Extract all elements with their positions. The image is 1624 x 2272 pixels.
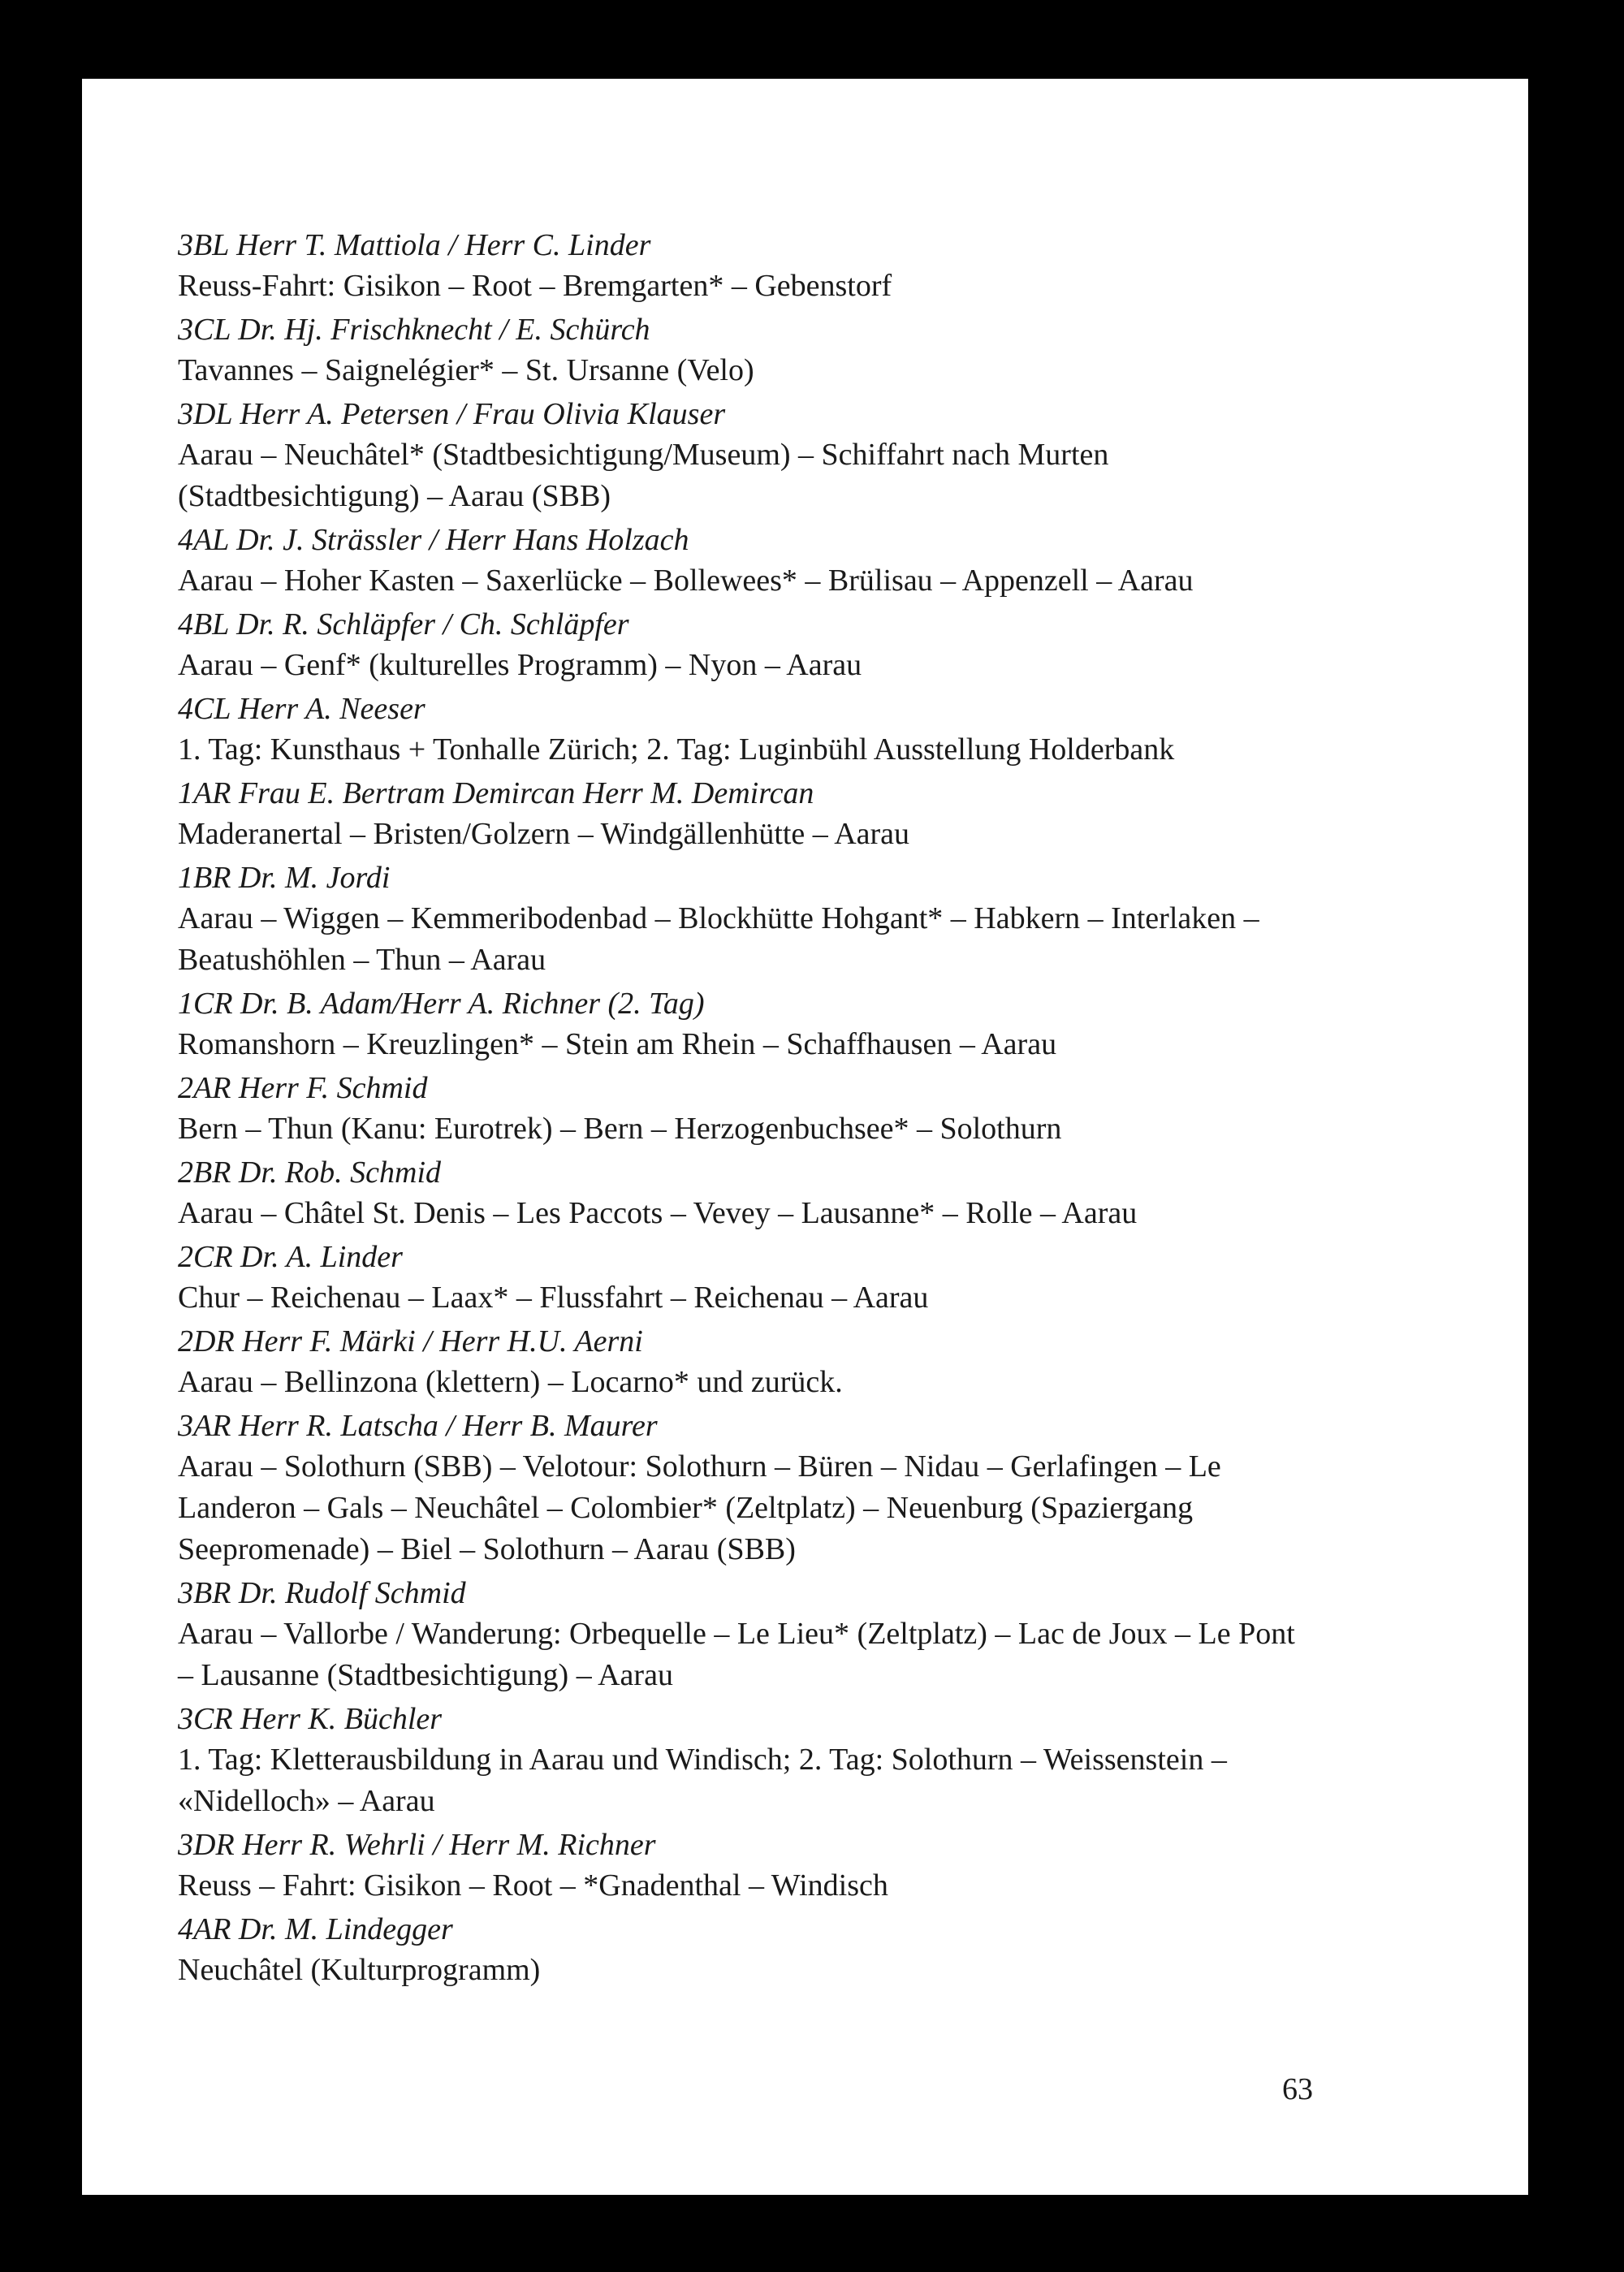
list-item bbox=[178, 1907, 1311, 1992]
document-page bbox=[82, 79, 1528, 2195]
page-number: 63 bbox=[1282, 2072, 1313, 2106]
list-item bbox=[178, 687, 1311, 771]
entry-heading: 3DR Herr R. Wehrli / Herr M. Richner bbox=[178, 1828, 656, 1862]
entry-route: Aarau – Genf* (kulturelles Programm) – Nyon – Aarau bbox=[178, 648, 862, 682]
entry-route: Aarau – Vallorbe / Wanderung: Orbequelle – Le Lieu* (Zeltplatz) – Lac de Joux – Le Pont – Lausanne (Stadtbesichtigung) – Aarau bbox=[178, 1617, 1295, 1692]
entry-heading: 3CR Herr K. Büchler bbox=[178, 1702, 443, 1736]
list-item bbox=[178, 1404, 1311, 1571]
list-item bbox=[178, 1571, 1311, 1697]
entry-route: Neuchâtel (Kulturprogramm) bbox=[178, 1953, 541, 1987]
entry-heading: 1BR Dr. M. Jordi bbox=[178, 861, 391, 895]
list-item bbox=[178, 856, 1311, 982]
entry-route: Maderanertal – Bristen/Golzern – Windgällenhütte – Aarau bbox=[178, 817, 910, 851]
entry-route: Aarau – Neuchâtel* (Stadtbesichtigung/Museum) – Schiffahrt nach Murten (Stadtbesichtigung) – Aarau (SBB) bbox=[178, 438, 1109, 513]
list-item bbox=[178, 603, 1311, 687]
entry-heading: 3BL Herr T. Mattiola / Herr C. Linder bbox=[178, 228, 651, 262]
entry-route: Aarau – Solothurn (SBB) – Velotour: Solothurn – Büren – Nidau – Gerlafingen – Le Landeron – Gals – Neuchâtel – Colombier* (Zeltplatz) – Neuenburg (Spaziergang Seepromenade) – Biel – Solothurn – Aarau (SBB) bbox=[178, 1449, 1221, 1566]
entry-heading: 4CL Herr A. Neeser bbox=[178, 692, 425, 726]
entry-heading: 3AR Herr R. Latscha / Herr B. Maurer bbox=[178, 1409, 658, 1443]
entry-route: Aarau – Châtel St. Denis – Les Paccots – Vevey – Lausanne* – Rolle – Aarau bbox=[178, 1196, 1138, 1230]
list-item bbox=[178, 1697, 1311, 1823]
entry-heading: 2CR Dr. A. Linder bbox=[178, 1240, 403, 1274]
entry-route: Romanshorn – Kreuzlingen* – Stein am Rhein – Schaffhausen – Aarau bbox=[178, 1027, 1057, 1061]
list-item bbox=[178, 308, 1311, 392]
entry-heading: 4AR Dr. M. Lindegger bbox=[178, 1912, 453, 1946]
entry-route: Reuss – Fahrt: Gisikon – Root – *Gnadenthal – Windisch bbox=[178, 1868, 888, 1903]
entry-route: Chur – Reichenau – Laax* – Flussfahrt – Reichenau – Aarau bbox=[178, 1281, 929, 1315]
entry-heading: 1CR Dr. B. Adam/Herr A. Richner (2. Tag) bbox=[178, 987, 705, 1021]
list-item bbox=[178, 982, 1311, 1066]
list-item bbox=[178, 1320, 1311, 1404]
entry-heading: 2BR Dr. Rob. Schmid bbox=[178, 1155, 442, 1190]
entry-route: Reuss-Fahrt: Gisikon – Root – Bremgarten* – Gebenstorf bbox=[178, 269, 892, 303]
entry-route: Tavannes – Saignelégier* – St. Ursanne (Velo) bbox=[178, 353, 754, 387]
entry-heading: 3DL Herr A. Petersen / Frau Olivia Klauser bbox=[178, 397, 726, 431]
entry-route: 1. Tag: Kletterausbildung in Aarau und Windisch; 2. Tag: Solothurn – Weissenstein – «Nidelloch» – Aarau bbox=[178, 1743, 1227, 1818]
list-item bbox=[178, 1823, 1311, 1907]
entry-route: Bern – Thun (Kanu: Eurotrek) – Bern – Herzogenbuchsee* – Solothurn bbox=[178, 1112, 1062, 1146]
list-item bbox=[178, 1151, 1311, 1235]
excursion-list bbox=[178, 223, 1311, 1992]
entry-heading: 4BL Dr. R. Schläpfer / Ch. Schläpfer bbox=[178, 607, 629, 641]
entry-heading: 3BR Dr. Rudolf Schmid bbox=[178, 1576, 466, 1610]
entry-heading: 2AR Herr F. Schmid bbox=[178, 1071, 428, 1105]
list-item bbox=[178, 1066, 1311, 1151]
list-item bbox=[178, 518, 1311, 603]
entry-route: Aarau – Bellinzona (klettern) – Locarno* und zurück. bbox=[178, 1365, 843, 1399]
list-item bbox=[178, 1235, 1311, 1320]
entry-heading: 2DR Herr F. Märki / Herr H.U. Aerni bbox=[178, 1324, 643, 1358]
list-item bbox=[178, 392, 1311, 518]
entry-heading: 3CL Dr. Hj. Frischknecht / E. Schürch bbox=[178, 313, 650, 347]
list-item bbox=[178, 223, 1311, 308]
entry-heading: 4AL Dr. J. Strässler / Herr Hans Holzach bbox=[178, 523, 689, 557]
entry-route: Aarau – Hoher Kasten – Saxerlücke – Bollewees* – Brülisau – Appenzell – Aarau bbox=[178, 564, 1194, 598]
entry-heading: 1AR Frau E. Bertram Demircan Herr M. Demircan bbox=[178, 776, 814, 810]
list-item bbox=[178, 771, 1311, 856]
entry-route: Aarau – Wiggen – Kemmeribodenbad – Blockhütte Hohgant* – Habkern – Interlaken – Beatushöhlen – Thun – Aarau bbox=[178, 901, 1259, 977]
entry-route: 1. Tag: Kunsthaus + Tonhalle Zürich; 2. Tag: Luginbühl Ausstellung Holderbank bbox=[178, 732, 1175, 767]
